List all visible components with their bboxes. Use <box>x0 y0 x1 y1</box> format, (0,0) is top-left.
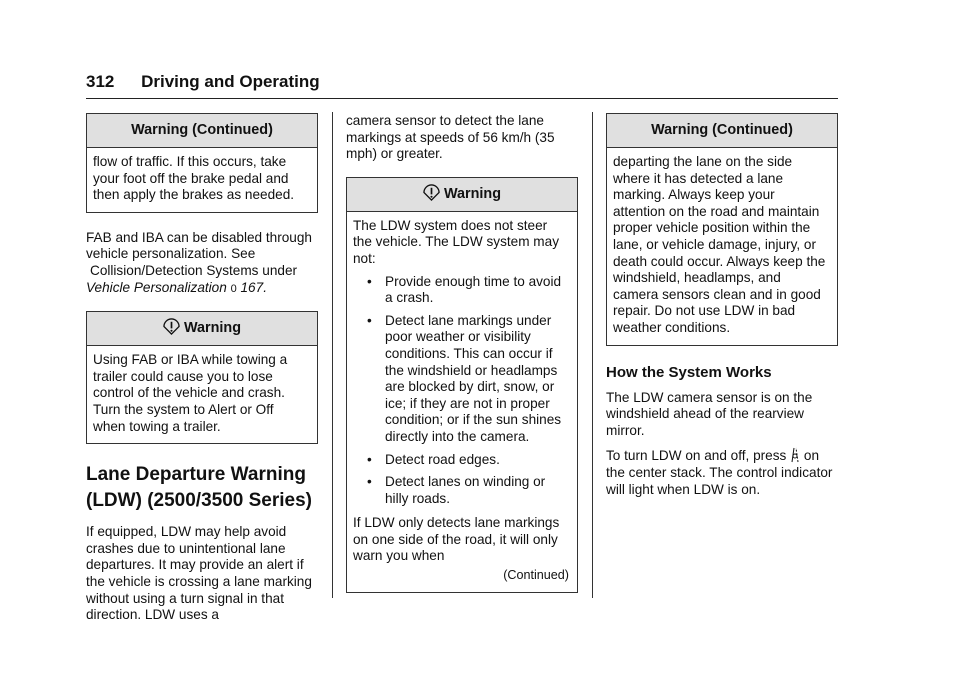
cross-reference-link-italic[interactable]: Vehicle Personalization <box>86 279 227 295</box>
paragraph-ldw-intro: If equipped, LDW may help avoid crashes due to unintentional lane departures. It may provide an alert if the vehicle is crossing a lane marking without using a turn signal in that direction. LDW uses a <box>86 524 312 623</box>
bullet-text: Detect lanes on winding or hilly roads. <box>385 474 546 506</box>
warning-title-row <box>347 178 577 212</box>
warning-text: Using FAB or IBA while towing a trailer could cause you to lose control of the vehicle and crash. Turn the system to Alert or Off when towing a trailer. <box>93 352 288 434</box>
warning-box-continued <box>86 113 318 213</box>
page-number: 312 <box>86 72 115 91</box>
bullet-item <box>353 452 569 469</box>
paragraph-text: FAB and IBA can be disabled through vehicle personalization. See <box>86 229 312 262</box>
bullet-text: Provide enough time to avoid a crash. <box>385 273 562 306</box>
column-divider-1 <box>332 112 333 598</box>
column-2 <box>346 113 578 593</box>
warning-intro: The LDW system does not steer the vehicle. The LDW system may not: <box>353 217 559 266</box>
warning-box-ldw <box>346 177 578 593</box>
page-header <box>86 72 320 92</box>
bullet-item <box>353 274 569 307</box>
bullet-marker: • <box>367 273 372 289</box>
paragraph-text: on the center stack. The control indicator will light when LDW is on. <box>606 448 833 497</box>
section-title: Driving and Operating <box>141 72 320 91</box>
warning-title: Warning <box>183 320 242 337</box>
bullet-text: Detect lane markings under poor weather or visibility conditions. This can occur if the windshield or headlamps are blocked by dirt, snow, or ice; if they are not in proper condition; or if the sun shines directly into the camera. <box>385 312 562 444</box>
bullet-text: Detect road edges. <box>385 451 500 467</box>
paragraph-ldw-toggle <box>606 447 838 498</box>
bullet-marker: • <box>367 474 372 490</box>
column-3 <box>606 113 838 498</box>
continued-label: (Continued) <box>503 568 569 583</box>
paragraph-text: under <box>258 262 298 278</box>
warning-title: Warning (Continued) <box>87 114 317 148</box>
section-heading-how-it-works: How the System Works <box>606 363 772 381</box>
warning-text: flow of traffic. If this occurs, take your foot off the brake pedal and then apply the brakes as needed. <box>93 154 295 203</box>
column-1 <box>86 113 318 624</box>
warning-box-towing <box>86 311 318 444</box>
warning-outro: If LDW only detects lane markings on one side of the road, it will only warn you when <box>353 515 560 564</box>
warning-triangle-icon <box>423 184 440 201</box>
paragraph-text: To turn LDW on and off, press <box>606 448 787 464</box>
bullet-item <box>353 313 569 446</box>
warning-body <box>347 212 577 592</box>
page-ref[interactable]: 167 <box>240 279 264 295</box>
warning-title: Warning (Continued) <box>607 114 837 148</box>
warning-triangle-icon <box>163 318 180 335</box>
warning-title-row <box>87 312 317 346</box>
bullet-marker: • <box>367 312 372 328</box>
page-ref-symbol: 0 <box>230 282 237 295</box>
lane-departure-icon <box>790 447 800 463</box>
paragraph-text: . <box>263 279 267 295</box>
column-divider-2 <box>592 112 593 598</box>
paragraph-camera-location: The LDW camera sensor is on the windshield ahead of the rearview mirror. <box>606 389 813 438</box>
cross-reference-link[interactable]: Collision/Detection Systems <box>90 262 259 278</box>
paragraph-personalization <box>86 230 318 297</box>
warning-box-continued <box>606 113 838 346</box>
bullet-marker: • <box>367 451 372 467</box>
section-heading-ldw: Lane Departure Warning (LDW) (2500/3500 Series) <box>86 464 312 512</box>
bullet-item <box>353 474 569 507</box>
header-rule <box>86 98 838 99</box>
warning-text: departing the lane on the side where it has detected a lane marking. Always keep your attention on the road and maintain proper vehicle position within the lane, or vehicle damage, injury, or death could occur. Always keep the windshield, headlamps, and camera sensors clean and in good repair. Do not use LDW in bad weather conditions. <box>613 154 826 335</box>
paragraph-camera-sensor: camera sensor to detect the lane markings at speeds of 56 km/h (35 mph) or greater. <box>346 113 555 162</box>
warning-title: Warning <box>443 185 502 202</box>
